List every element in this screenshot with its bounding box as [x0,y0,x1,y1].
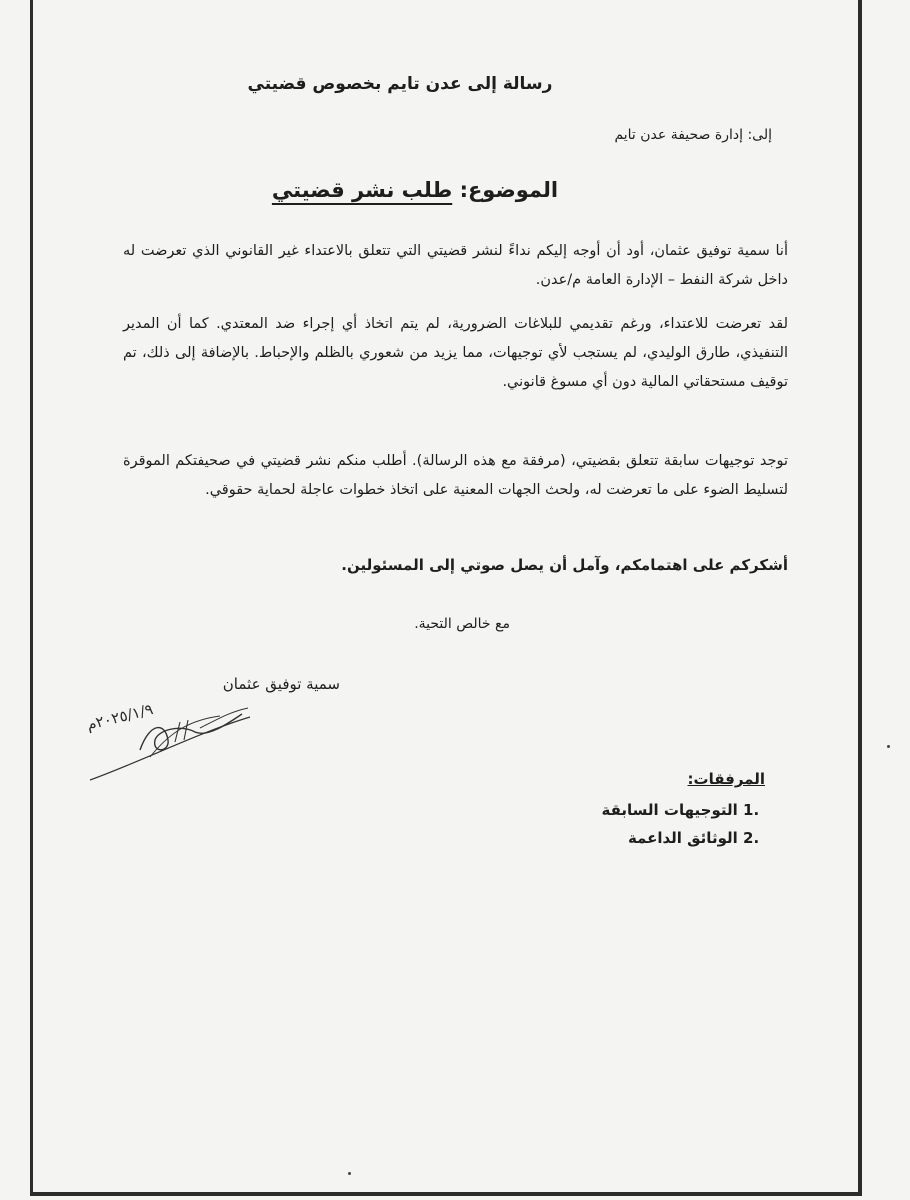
signature-date: ٢٠٢٥/١/٩م [84,700,155,734]
recipient-line: إلى: إدارة صحيفة عدن تايم [614,127,772,143]
scan-speck [887,745,890,748]
page-border-right [858,0,862,1196]
subject-line [250,178,580,202]
scan-speck [348,1172,351,1175]
handwritten-signature [80,692,260,782]
letter-title: رسالة إلى عدن تايم بخصوص قضيتي [247,74,553,94]
attachments-list [505,796,765,852]
sender-name: سمية توفيق عثمان [222,675,340,693]
attachment-label: التوجيهات السابقة [601,801,738,819]
page-border-left [30,0,33,1196]
attachment-label: الوثائق الداعمة [627,829,738,847]
subject-value: طلب نشر قضيتي [271,178,453,202]
subject-label: الموضوع: [459,178,559,202]
paragraph-2: لقد تعرضت للاعتداء، ورغم تقديمي للبلاغات الضرورية، لم يتم اتخاذ أي إجراء ضد المعتدي. كما أن المدير التنفيذي، طارق الوليدي، لم يستجب لأي توجيهات، مما يزيد من شعوري بالظلم والإحباط. بالإضافة إلى ذلك، تم توقيف مستحقاتي المالية دون أي مسوغ قانوني. [123,316,788,390]
page-border-bottom [30,1192,862,1196]
thanks-line: أشكركم على اهتمامكم، وآمل أن يصل صوتي إلى المسئولين. [341,556,788,574]
closing-line: مع خالص التحية. [414,616,510,632]
paragraph-1: أنا سمية توفيق عثمان، أود أن أوجه إليكم نداءً لنشر قضيتي التي تتعلق بالاعتداء غير القانوني الذي تعرضت له داخل شركة النفط – الإدارة العامة م/عدن. [123,243,788,288]
attachments-heading: المرفقات: [687,770,765,788]
attachment-number: .1 [743,801,760,819]
attachment-number: .2 [743,829,760,847]
attachment-item [505,796,765,824]
paragraph-3: توجد توجيهات سابقة تتعلق بقضيتي، (مرفقة مع هذه الرسالة). أطلب منكم نشر قضيتي في صحيفتكم الموقرة لتسليط الضوء على ما تعرضت له، ولحث الجهات المعنية على اتخاذ خطوات عاجلة لحماية حقوقي. [123,453,788,498]
attachment-item [505,824,765,852]
